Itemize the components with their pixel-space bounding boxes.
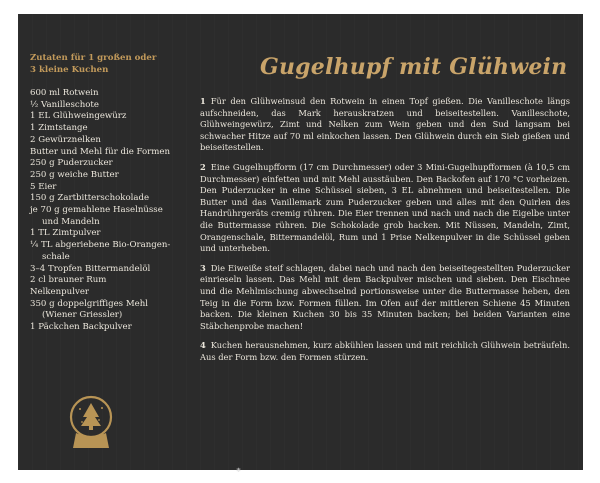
step-paragraph: [200, 340, 570, 363]
step-text: Für den Glühweinsud den Rotwein in einen Topf gießen. Die Vanilleschote längs aufschneiden, das Mark herauskratzen und beiseitestellen. Vanilleschote, Glühweingewürz, Zimt und Nelken zum Wein geben und den Sud langsam bei schwacher Hitze auf 70 ml einkochen lassen. Den Glühwein durch ein Sieb gießen und beiseitestellen.: [200, 96, 570, 153]
ingredient-item: 350 g doppelgriffiges Mehl: [30, 298, 148, 309]
ingredient-item: 5 Eier: [30, 181, 57, 192]
ingredient-item: schale: [42, 251, 70, 262]
ingredients-sidebar: [30, 52, 190, 334]
step-text: Kuchen herausnehmen, kurz abkühlen lassen und mit reichlich Glühwein beträufeln. Aus der Form bzw. den Formen stürzen.: [200, 340, 570, 362]
ingredient-item: 3–4 Tropfen Bittermandelöl: [30, 263, 151, 274]
ingredient-item: 1 Zimtstange: [30, 123, 88, 134]
ingredient-item: 250 g Puderzucker: [30, 158, 113, 169]
step-text: Eine Gugelhupfform (17 cm Durchmesser) oder 3 Mini-Gugelhupfformen (à 10,5 cm Durchmesser) einfetten und mit Mehl ausstäuben. Den Backofen auf 170 °C vorheizen. Den Puderzucker in eine Schüssel sieben, 3 EL abnehmen und beiseitestellen. Die Butter und das Vanillemark zum Puderzucker geben und alles mit den Quirlen des Handrührgeräts cremig rühren. Die Eier trennen und nach und nach die Eigelbe unter die Buttermasse rühren. Die Schokolade grob hacken. Mit Nüssen, Mandeln, Zimt, Orangenschale, Bittermandelöl, Rum und 1 Prise Nelkenpulver in die Schüssel geben und unterheben.: [200, 161, 570, 254]
snowflake-icon: ❄: [236, 468, 242, 474]
recipe-title: Gugelhupf mit Glühwein: [260, 54, 568, 80]
ingredient-item: (Wiener Griessler): [42, 310, 123, 321]
ingredient-item: 2 Gewürznelken: [30, 134, 101, 145]
ingredient-item: je 70 g gemahlene Haselnüsse: [30, 205, 163, 216]
ingredient-item: ½ Vanilleschote: [30, 99, 99, 110]
step-number: 1: [200, 96, 206, 106]
step-paragraph: [200, 162, 570, 255]
ingredient-item: Nelkenpulver: [30, 286, 90, 297]
step-text: Die Eiweiße steif schlagen, dabei nach und nach den beiseitegestellten Puderzucker einrieseln lassen. Das Mehl mit dem Backpulver mischen und sieben. Den Eischnee und die Mehlmischung abwechselnd portionsweise unter die Buttermasse heben, den Teig in die Form bzw. Formen füllen. Im Ofen auf der mittleren Schiene 45 Minuten backen. Die kleinen Kuchen 30 bis 35 Minuten backen; bei beiden Varianten eine Stäbchenprobe machen!: [200, 262, 570, 331]
ingredient-item: 600 ml Rotwein: [30, 88, 99, 98]
ingredients-list: [30, 88, 190, 334]
step-number: 2: [200, 161, 206, 172]
ingredient-item: 150 g Zartbitterschokolade: [30, 193, 150, 204]
ingredient-item: Butter und Mehl für die Formen: [30, 146, 171, 157]
instructions: [200, 96, 570, 371]
ingredients-heading: Zutaten für 1 großen oder 3 kleine Kuchen: [30, 53, 157, 75]
snow-globe-icon: [66, 393, 116, 453]
ingredient-item: 1 Päckchen Backpulver: [30, 322, 132, 333]
ingredient-item: ¼ TL abgeriebene Bio-Orangen-: [30, 240, 171, 251]
step-paragraph: [200, 96, 570, 154]
ingredient-item: 250 g weiche Butter: [30, 169, 119, 180]
ingredient-item: 1 EL Glühweingewürz: [30, 111, 127, 122]
recipe-card: [18, 14, 583, 474]
ingredient-item: 1 TL Zimtpulver: [30, 228, 101, 239]
step-number: 4: [200, 340, 206, 351]
ingredient-item: und Mandeln: [42, 216, 100, 227]
ingredient-item: 2 cl brauner Rum: [30, 275, 107, 286]
step-paragraph: [200, 263, 570, 333]
step-number: 3: [200, 262, 206, 273]
